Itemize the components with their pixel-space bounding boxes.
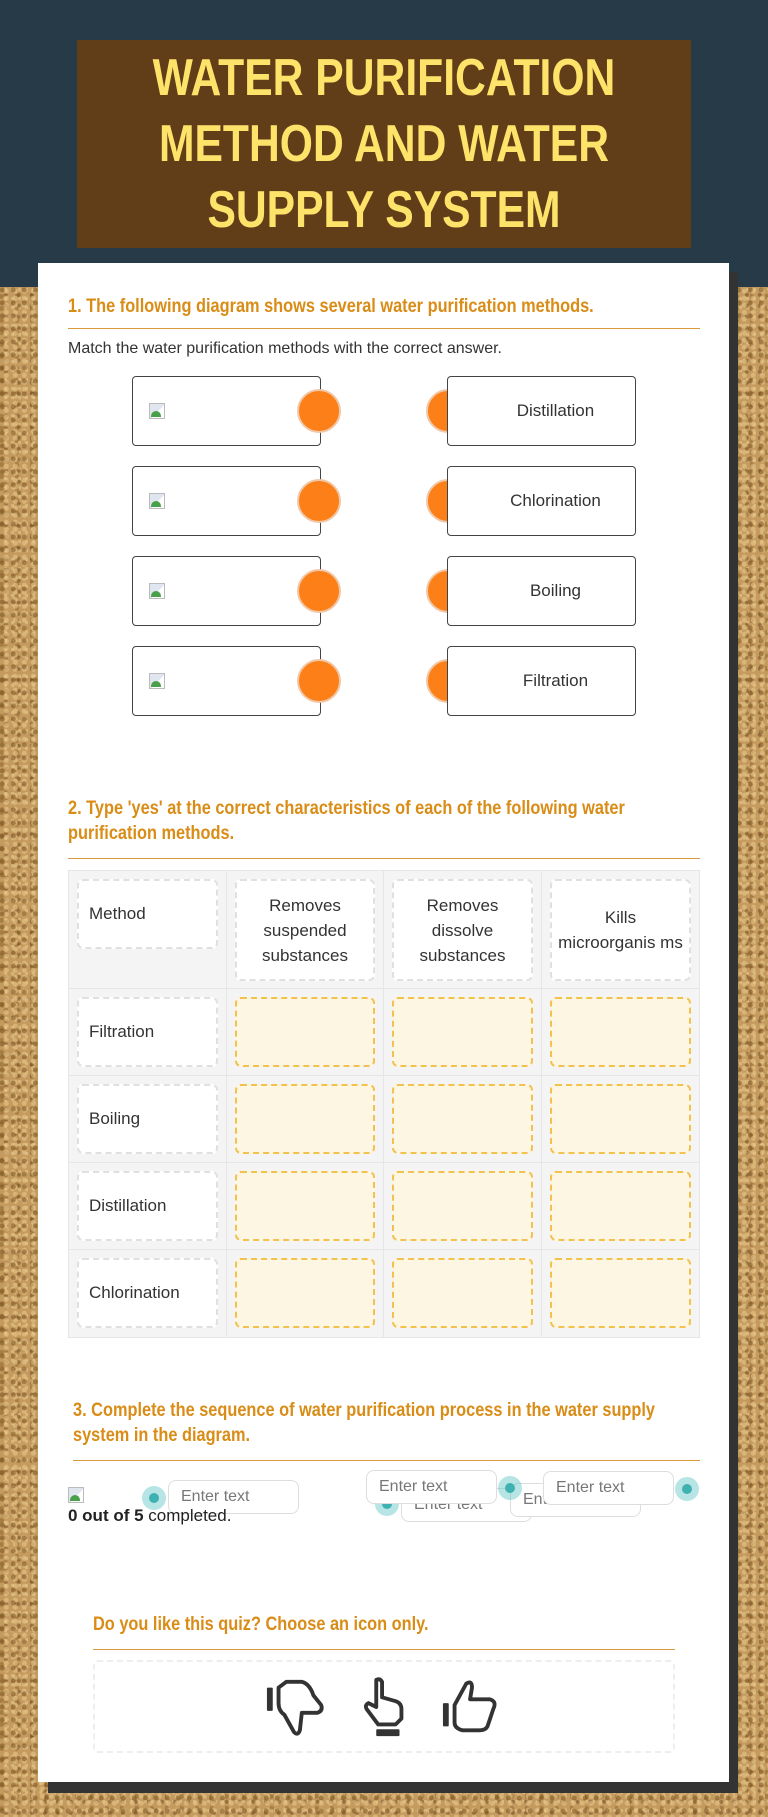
answer-drop-zone[interactable] — [550, 997, 691, 1067]
q2-title-line-2: purification methods. — [68, 823, 235, 844]
column-header-dissolve: Removes dissolve substances — [392, 879, 533, 981]
match-left-item-2[interactable] — [132, 466, 321, 536]
match-right-label: Boiling — [529, 581, 582, 600]
feedback-title: Do you like this quiz? Choose an icon only. — [93, 1614, 429, 1635]
row-label-filtration: Filtration — [77, 997, 218, 1067]
q2-title-line-1: 2. Type 'yes' at the correct characteristics of each of the following water — [68, 798, 625, 819]
match-left-item-4[interactable] — [132, 646, 321, 716]
answer-drop-zone[interactable] — [550, 1171, 691, 1241]
match-right-item-3[interactable] — [447, 556, 636, 626]
connector-dot-left-1[interactable] — [297, 389, 341, 433]
table-cell — [542, 989, 699, 1076]
connector-dot-left-3[interactable] — [297, 569, 341, 613]
progress-suffix: completed. — [143, 1506, 232, 1525]
answer-drop-zone[interactable] — [235, 997, 375, 1067]
thumbs-up-icon[interactable] — [441, 1676, 503, 1738]
table-cell — [227, 1250, 384, 1337]
q3-divider — [73, 1460, 700, 1461]
table-cell — [227, 1163, 384, 1250]
pointing-hand-icon[interactable] — [353, 1676, 415, 1738]
characteristics-table — [68, 870, 700, 1338]
answer-drop-zone[interactable] — [392, 1171, 533, 1241]
progress-count: 0 out of 5 — [68, 1506, 144, 1525]
answer-drop-zone[interactable] — [235, 1084, 375, 1154]
row-label-cell — [69, 1076, 227, 1163]
table-cell — [542, 1163, 699, 1250]
feedback-divider — [93, 1649, 675, 1650]
header-cell — [542, 871, 699, 989]
answer-drop-zone[interactable] — [550, 1084, 691, 1154]
table-cell — [227, 989, 384, 1076]
row-label-distillation: Distillation — [77, 1171, 218, 1241]
answer-drop-zone[interactable] — [392, 1084, 533, 1154]
match-left-item-3[interactable] — [132, 556, 321, 626]
q3-title-line-1: 3. Complete the sequence of water purification process in the water supply — [73, 1400, 656, 1421]
match-right-label: Distillation — [516, 401, 595, 420]
match-left-item-1[interactable] — [132, 376, 321, 446]
column-header-method: Method — [77, 879, 218, 949]
match-right-item-4[interactable] — [447, 646, 636, 716]
column-header-suspended: Removes suspended substances — [235, 879, 375, 981]
header-cell — [384, 871, 542, 989]
row-label-chlorination: Chlorination — [77, 1258, 218, 1328]
broken-image-icon — [149, 583, 165, 599]
table-cell — [542, 1250, 699, 1337]
answer-drop-zone[interactable] — [392, 1258, 533, 1328]
row-label-cell — [69, 989, 227, 1076]
table-cell — [384, 1163, 542, 1250]
table-cell — [542, 1076, 699, 1163]
broken-image-icon — [149, 403, 165, 419]
hotspot-pin-3[interactable] — [675, 1477, 699, 1501]
q2-divider — [68, 858, 700, 859]
connector-dot-left-4[interactable] — [297, 659, 341, 703]
q1-divider — [68, 328, 700, 329]
header-cell — [69, 871, 227, 989]
table-cell — [384, 989, 542, 1076]
broken-image-icon — [68, 1487, 84, 1503]
feedback-icons-box — [93, 1660, 675, 1753]
title-banner — [77, 40, 691, 248]
broken-image-icon — [149, 673, 165, 689]
q1-instruction: Match the water purification methods with the correct answer. — [68, 340, 502, 357]
q1-title: 1. The following diagram shows several water purification methods. — [68, 296, 594, 317]
answer-drop-zone[interactable] — [235, 1258, 375, 1328]
hotspot-pin-2[interactable] — [498, 1476, 522, 1500]
match-right-item-1[interactable] — [447, 376, 636, 446]
match-right-label: Filtration — [522, 671, 589, 690]
row-label-cell — [69, 1250, 227, 1337]
answer-drop-zone[interactable] — [550, 1258, 691, 1328]
progress-status — [68, 1506, 231, 1526]
column-header-microorganisms: Kills microorganis ms — [550, 879, 691, 981]
thumbs-down-icon[interactable] — [265, 1676, 327, 1738]
row-label-cell — [69, 1163, 227, 1250]
connector-dot-left-2[interactable] — [297, 479, 341, 523]
match-right-label: Chlorination — [510, 491, 601, 510]
q3-title-line-2: system in the diagram. — [73, 1425, 251, 1446]
table-cell — [384, 1250, 542, 1337]
row-label-boiling: Boiling — [77, 1084, 218, 1154]
broken-image-icon — [149, 493, 165, 509]
table-cell — [384, 1076, 542, 1163]
page-title: WATER PURIFICATION METHOD AND WATER SUPPLY SYSTEM — [152, 49, 616, 239]
sequence-input-3[interactable] — [543, 1471, 674, 1505]
header-cell — [227, 871, 384, 989]
match-right-item-2[interactable] — [447, 466, 636, 536]
answer-drop-zone[interactable] — [392, 997, 533, 1067]
answer-drop-zone[interactable] — [235, 1171, 375, 1241]
sequence-input-2[interactable] — [366, 1470, 497, 1504]
table-cell — [227, 1076, 384, 1163]
